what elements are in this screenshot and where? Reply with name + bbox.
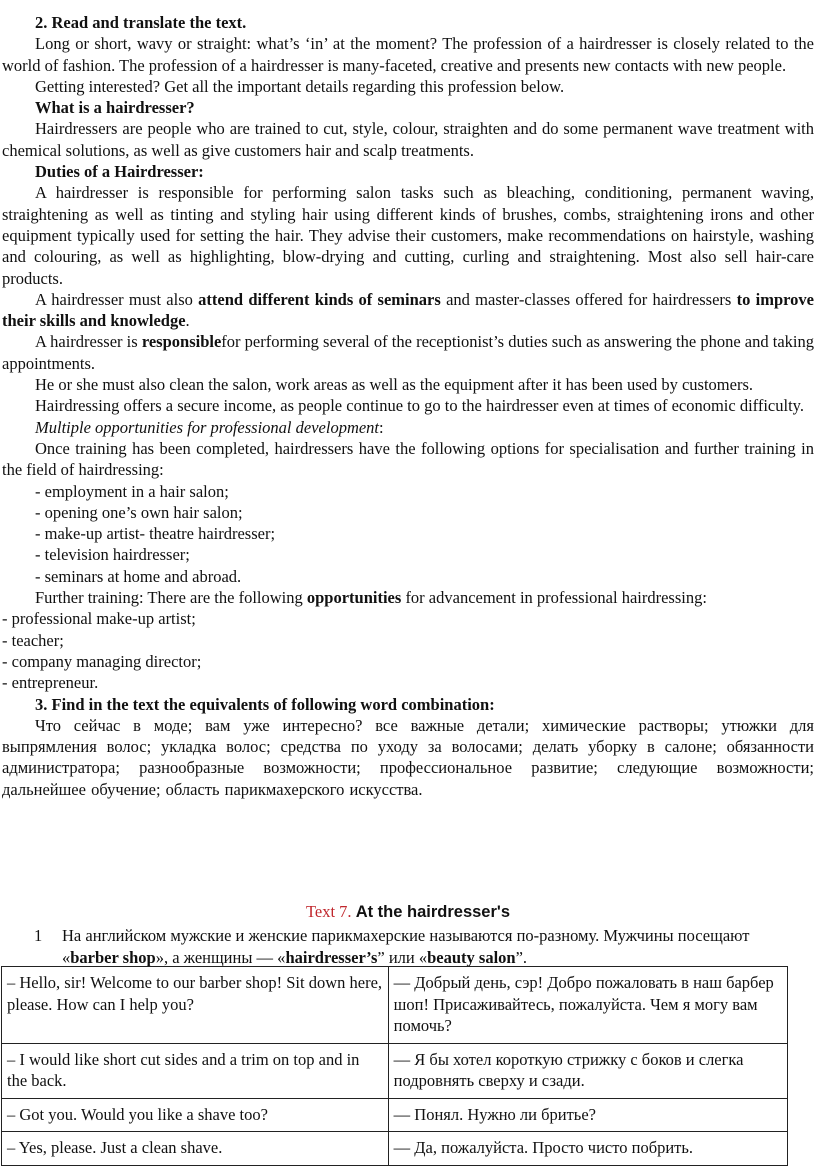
table-row	[2, 1043, 788, 1098]
paragraph-getting-interested: Getting interested? Get all the important details regarding this profession below.	[35, 76, 565, 96]
text-run: На английском мужские и женские парикмахерские называются по-разному. Мужчины посещают «	[62, 926, 750, 967]
list-item: - professional make-up artist;	[2, 609, 196, 629]
english-line: – I would like short cut sides and a trim on top and in the back.	[2, 1043, 389, 1098]
text-run: :	[379, 417, 384, 437]
dialogue-table	[1, 966, 788, 1166]
russian-line: — Понял. Нужно ли бритье?	[388, 1098, 787, 1132]
list-item: - opening one’s own hair salon;	[35, 502, 243, 522]
text-run: Further training: There are the following	[35, 588, 307, 608]
text-run: ” или «	[377, 947, 428, 967]
table-row	[2, 967, 788, 1044]
paragraph-further-training	[2, 587, 814, 608]
intro-text	[62, 925, 774, 968]
english-line: – Hello, sir! Welcome to our barber shop! Sit down here, please. How can I help you?	[2, 967, 389, 1044]
text-7-intro	[34, 925, 774, 968]
item-number: 1	[34, 926, 43, 945]
list-item: - television hairdresser;	[35, 545, 190, 565]
paragraph-seminars	[2, 289, 814, 332]
paragraph-definition: Hairdressers are people who are trained to cut, style, colour, straighten and do some permanent wave treatment with chemical solutions, as well as give customers hair and scalp treatments.	[2, 119, 814, 160]
russian-line: — Я бы хотел короткую стрижку с боков и слегка подровнять сверху и сзади.	[388, 1043, 787, 1098]
english-line: – Yes, please. Just a clean shave.	[2, 1132, 389, 1166]
russian-line: — Да, пожалуйста. Просто чисто побрить.	[388, 1132, 787, 1166]
russian-line: — Добрый день, сэр! Добро пожаловать в наш барбер шоп! Присаживайтесь, пожалуйста. Чем я могу вам помочь?	[388, 967, 787, 1044]
text-run: for advancement in professional hairdressing:	[401, 588, 707, 608]
paragraph-duties: A hairdresser is responsible for performing salon tasks such as bleaching, conditioning, permanent waving, straightening as well as tinting and styling hair using different kinds of brushes, combs, straightening irons and other equipment typically used for setting the hair. They advise their customers, make recommendations on hairstyle, washing and colouring, as well as highlighting, blow-drying and cutting, curling and straightening. Most also sell hair-care products.	[2, 183, 814, 288]
advancement-list	[2, 608, 814, 693]
italic-heading: Multiple opportunities for professional development	[35, 417, 380, 437]
text-run: .	[185, 311, 190, 331]
bold-phrase-improve-skills: to improve their skills and knowledge	[2, 289, 814, 331]
paragraph-training-options: Once training has been completed, hairdressers have the following options for specialisation and further training in the field of hairdressing:	[2, 438, 814, 480]
english-line: – Got you. Would you like a shave too?	[2, 1098, 389, 1132]
text-run: A hairdresser must also	[35, 289, 199, 309]
text-7-heading: At the hairdresser's	[355, 903, 511, 921]
bold-term-beauty-salon: beauty salon	[427, 947, 516, 967]
text-7-label: Text 7.	[305, 902, 352, 921]
table-row	[2, 1132, 788, 1166]
heading-duties: Duties of a Hairdresser:	[35, 162, 204, 182]
section-3-heading: 3. Find in the text the equivalents of following word combination:	[35, 694, 495, 714]
list-item: - company managing director;	[2, 651, 202, 671]
paragraph-receptionist	[2, 331, 814, 374]
heading-multiple-opportunities	[2, 417, 814, 438]
paragraph-cleaning: He or she must also clean the salon, work areas as well as the equipment after it has been used by customers.	[35, 375, 753, 395]
section-2-heading: 2. Read and translate the text.	[35, 13, 247, 32]
text-run: », а женщины — «	[155, 947, 286, 967]
options-list	[2, 481, 814, 587]
list-item: - teacher;	[2, 630, 64, 650]
section-3-word-combinations: Что сейчас в моде; вам уже интересно? все важные детали; химические растворы; утюжки для выпрямления волос; укладка волос; средства по уходу за волосами; делать уборку в салоне; обязанности администратора; разнообразные возможности; профессиональное развитие; следующие возможности; дальнейшее обучение; область парикмахерского искусства.	[2, 715, 814, 799]
text-run: A hairdresser is	[35, 332, 142, 352]
text-run: for performing several of the receptionist’s duties such as answering the phone and taking appointments.	[2, 332, 814, 373]
list-item: - entrepreneur.	[2, 673, 99, 693]
section-2-text	[2, 12, 814, 800]
text-run: ”.	[515, 947, 528, 967]
bold-word-opportunities: opportunities	[306, 588, 402, 608]
heading-what-is-hairdresser: What is a hairdresser?	[35, 98, 195, 118]
bold-phrase-seminars: attend different kinds of seminars	[198, 289, 441, 309]
list-item: - seminars at home and abroad.	[35, 566, 242, 586]
text-run: and master-classes offered for hairdressers	[440, 289, 737, 309]
bold-word-responsible: responsible	[141, 332, 222, 352]
bold-term-barber-shop: barber shop	[70, 947, 156, 967]
text-7-title	[0, 902, 816, 922]
list-item: - make-up artist- theatre hairdresser;	[35, 524, 276, 544]
list-item: - employment in a hair salon;	[35, 481, 229, 501]
paragraph-intro: Long or short, wavy or straight: what’s ‘in’ at the moment? The profession of a hairdresser is closely related to the world of fashion. The profession of a hairdresser is many-faceted, creative and presents new contacts with new people.	[2, 34, 814, 75]
bold-term-hairdressers: hairdresser’s	[285, 947, 378, 967]
paragraph-income: Hairdressing offers a secure income, as people continue to go to the hairdresser even at times of economic difficulty.	[35, 396, 804, 416]
table-row	[2, 1098, 788, 1132]
